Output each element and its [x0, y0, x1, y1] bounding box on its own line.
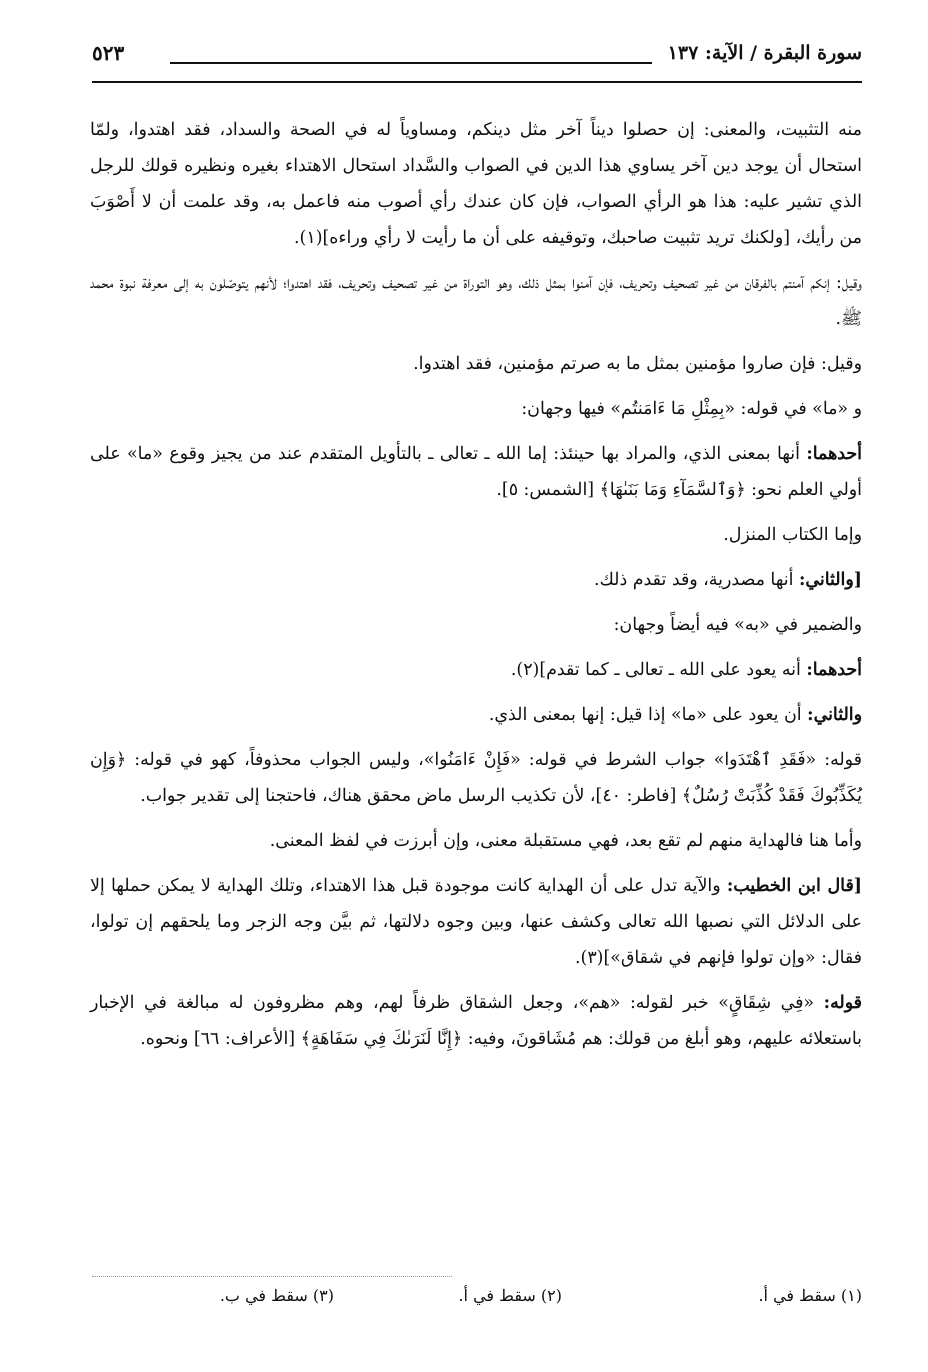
page-number: ٥٢٣: [92, 41, 125, 65]
paragraph: وقيل: فإن صاروا مؤمنين بمثل ما به صرتم مؤمنين، فقد اهتدوا.: [413, 354, 862, 374]
paragraph-lead: قوله:: [823, 993, 862, 1013]
header-dash: [170, 62, 652, 64]
paragraph: و «ما» في قوله: «بِمِثْلِ مَا ءَامَنتُم» فيها وجهان:: [521, 399, 862, 419]
paragraph: والثاني: أن يعود على «ما» إذا قيل: إنها بمعنى الذي.: [488, 705, 862, 725]
page-body: [90, 112, 862, 1066]
paragraph: والضمير في «به» فيه أيضاً وجهان:: [613, 615, 862, 635]
paragraph: [قال ابن الخطيب: والآية تدل على أن الهداية كانت موجودة قبل هذا الاهتداء، وتلك الهداية لا يمكن حملها إلا على الدلائل التي نصبها الله تعالى وكشف عنها، وبين وجوه دلالتها، ثم بيَّن وجه الزجر وما يلحقهم إن تولوا، فقال: «وإن تولوا فإنهم في شقاق»](٣).: [90, 876, 862, 968]
footnote: (١) سقط في أ.: [758, 1286, 862, 1305]
header-rule: [92, 81, 862, 83]
footnote: (٣) سقط في ب.: [219, 1286, 334, 1305]
paragraph: أحدهما: أنها بمعنى الذي، والمراد بها حينئذ: إما الله ـ تعالى ـ بالتأويل المتقدم عند من يجيز وقوع «ما» على أولي العلم نحو: ﴿وَٱلسَّمَآءِ وَمَا بَنَىٰهَا﴾ [الشمس: ٥].: [90, 444, 862, 500]
paragraph-lead: أحدهما:: [806, 660, 862, 680]
paragraph-lead: [قال ابن الخطيب:: [726, 876, 862, 896]
paragraph: أحدهما: أنه يعود على الله ـ تعالى ـ كما تقدم](٢).: [510, 660, 862, 680]
paragraph-lead: [والثاني:: [798, 570, 862, 590]
paragraph: منه التثبيت، والمعنى: إن حصلوا ديناً آخر مثل دينكم، ومساوياً له في الصحة والسداد، فقد اهتدوا، ولمّا استحال أن يوجد دين آخر يساوي هذا الدين في الصواب والسَّداد استحال الاهتداء بغيره ونظيره قولك للرجل الذي تشير عليه: هذا هو الرأي الصواب، فإن كان عندك رأي أصوب منه فاعمل به، وقد علمت أن لا أَصْوَبَ من رأيك، [ولكنك تريد تثبيت صاحبك، وتوقيفه على أن ما رأيت لا رأي وراءه](١).: [90, 120, 862, 248]
paragraph: [والثاني: أنها مصدرية، وقد تقدم ذلك.: [594, 570, 862, 590]
footnote: (٢) سقط في أ.: [458, 1286, 562, 1305]
paragraph-lead: أحدهما:: [806, 444, 862, 464]
paragraph: وقيل: إنكم آمنتم بالفرقان من غير تصحيف وتحريف، فإن آمنوا بمثل ذلك، وهو التوراة من غير تصحيف وتحريف، فقد اهتدوا؛ لأنهم يتوصّلون به إلى معرفة نبوة محمد ﷺ.: [90, 273, 862, 329]
page-header: [92, 38, 862, 80]
footnote-separator: [92, 1276, 452, 1277]
paragraph: وأما هنا فالهداية منهم لم تقع بعد، فهي مستقبلة معنى، وإن أبرزت في لفظ المعنى.: [269, 831, 862, 851]
paragraph: وإما الكتاب المنزل.: [723, 525, 862, 545]
header-title: سورة البقرة / الآية: ١٣٧: [667, 42, 862, 64]
paragraph: قوله: «فَقَدِ ٱهْتَدَوا» جواب الشرط في قوله: «فَإِنْ ءَامَنُوا»، وليس الجواب محذوفاً، كهو في قوله: ﴿وَإِن يُكَذِّبُوكَ فَقَدْ كُذِّبَتْ رُسُلٌ﴾ [فاطر: ٤٠]، لأن تكذيب الرسل ماض محقق هناك، فاحتجنا إلى تقدير جواب.: [90, 750, 862, 806]
paragraph-lead: والثاني:: [807, 705, 862, 725]
paragraph: قوله: «فِي شِقَاقٍ» خبر لقوله: «هم»، وجعل الشقاق ظرفاً لهم، وهم مظروفون له مبالغة في الإخبار باستعلائه عليهم، وهو أبلغ من قولك: هم مُشَاقونَ، وفيه: ﴿إِنَّا لَنَرَىٰكَ فِي سَفَاهَةٍ﴾ [الأعراف: ٦٦] ونحوه.: [90, 993, 862, 1049]
